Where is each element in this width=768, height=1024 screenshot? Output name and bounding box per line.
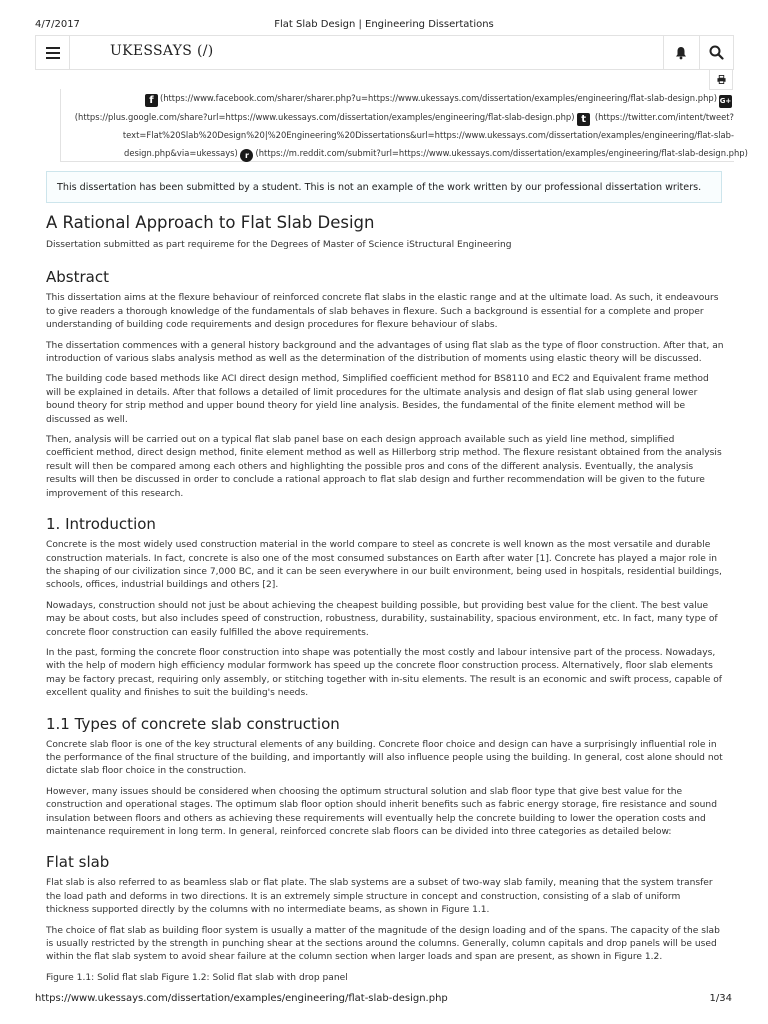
search-icon	[709, 45, 724, 60]
article-subtitle: Dissertation submitted as part requireme for the Degrees of Master of Science iStructural Engineering	[46, 240, 512, 250]
print-icon	[717, 75, 726, 84]
reddit-icon[interactable]: r	[240, 149, 253, 162]
abstract-paragraph: The dissertation commences with a general history background and the advantages of using flat slab as the type of floor construction. After that, an introduction of various slabs analysis method as well as the determination of the distribution of moments using elastic theory will be discussed.	[46, 340, 724, 365]
twitter-share-link-part-2[interactable]: text=Flat%20Slab%20Design%20|%20Engineering%20Dissertations&url=https://www.ukessays.com/dissertation/examples/engineering/flat-slab-	[122, 130, 734, 140]
slab-types-paragraph: However, many issues should be considered when choosing the optimum structural solution and slab floor type that give best value for the construction and operational stages. The optimum slab floor option should inherit benefits such as fabric energy storage, fire resistance and sound insulation between floors and others as achieving these requirements will eventually help the concrete building to lower the operation costs and maintenance requirement in long term. In general, reinforced concrete slab floors can be divided into three categories as detailed below:	[46, 786, 717, 837]
facebook-icon[interactable]: f	[145, 94, 158, 107]
bell-icon	[674, 46, 688, 60]
top-navbar	[35, 35, 734, 70]
twitter-share-link-part-1[interactable]: (https://twitter.com/intent/tweet?	[594, 112, 734, 122]
print-title: Flat Slab Design | Engineering Dissertations	[274, 19, 494, 30]
abstract-paragraph: This dissertation aims at the flexure behaviour of reinforced concrete flat slabs in the elastic range and at the ultimate load. As such, it endeavours to give readers a thorough knowledge of the fundamentals of slab behaves in flexure. Such a background is essential for a complete and proper understanding of building code requirements and design procedures for flexure behaviour of slabs.	[46, 293, 719, 331]
twitter-share-link-part-3[interactable]: design.php&via=ukessays)	[124, 148, 238, 158]
slab-types-paragraph: Concrete slab floor is one of the key structural elements of any building. Concrete floor choice and design can have a surprisingly influential role in the performance of the final structure of the building, and importantly will also influence people using the building. In general, cost alone should not dictate slab floor choice in the construction.	[46, 739, 723, 777]
flat-slab-heading: Flat slab	[46, 853, 110, 872]
introduction-paragraph: Nowadays, construction should not just be about achieving the cheapest building possible, but providing best value for the client. The best value may be about costs, but also includes speed of construction, robustness, durability, sustainability, spacious environment, etc. In fact, many type of concrete floor construction can easily fulfilled the above requirements.	[46, 600, 718, 638]
print-url: https://www.ukessays.com/dissertation/examples/engineering/flat-slab-design.php	[35, 993, 448, 1004]
student-notice: This dissertation has been submitted by a student. This is not an example of the work written by our professional dissertation writers.	[46, 171, 722, 203]
hamburger-icon	[46, 47, 60, 59]
facebook-share-link[interactable]: (https://www.facebook.com/sharer/sharer.php?u=https://www.ukessays.com/dissertation/examples/engineering/flat-slab-design.php)	[159, 93, 717, 103]
figure-caption: Figure 1.1: Solid flat slab Figure 1.2: Solid flat slab with drop panel	[46, 972, 348, 983]
search-button[interactable]	[699, 36, 733, 69]
flat-slab-paragraph: The choice of flat slab as building floor system is usually a matter of the magnitude of the design loading and of the spans. The capacity of the slab is usually restricted by the strength in punching shear at the sections around the columns. Generally, column capitals and drop panels will be used within the flat slab system to avoid shear failure at the column section when larger loads and span are present, as shown in Figure 1.2.	[46, 925, 720, 963]
google-plus-icon[interactable]: G+	[719, 95, 732, 108]
introduction-heading: 1. Introduction	[46, 515, 156, 534]
flat-slab-paragraph: Flat slab is also referred to as beamless slab or flat plate. The slab systems are a subset of two-way slab family, meaning that the system transfer the load path and deforms in two directions. It is an extremely simple structure in concept and construction, consisting of a slab of uniform thickness supported directly by the columns with no intermediate beams, as shown in Figure 1.1.	[46, 878, 713, 916]
menu-button[interactable]	[36, 36, 70, 69]
reddit-share-link[interactable]: (https://m.reddit.com/submit?url=https://www.ukessays.com/dissertation/examples/engineering/flat-slab-design.php)	[255, 148, 748, 158]
introduction-paragraph: Concrete is the most widely used construction material in the world compare to steel as concrete is well known as the most versatile and durable construction materials. In fact, concrete is also one of the most consumed substances on Earth after water [1]. Concrete has played a major role in the shaping of our civilization since 7,000 BC, and it can be seen everywhere in our built environment, being used in hospitals, residential buildings, schools, offices, industrial buildings and others [2].	[46, 540, 722, 591]
print-header	[0, 0, 768, 28]
share-links	[60, 89, 748, 162]
abstract-heading: Abstract	[46, 268, 109, 287]
print-button[interactable]	[709, 69, 733, 90]
article-content	[46, 212, 724, 985]
notifications-button[interactable]	[663, 36, 697, 69]
page-number: 1/34	[709, 993, 732, 1004]
print-date: 4/7/2017	[35, 19, 80, 30]
abstract-paragraph: The building code based methods like ACI direct design method, Simplified coefficient method for BS8110 and EC2 and Equivalent frame method will be explained in details. After that follows a detailed of limit procedures for the ultimate analysis and design of flat slab using general lower bound theory for strip method and upper bound theory for yield line analysis. Besides, the fundamental of the finite element method will be discussed as well.	[46, 374, 709, 425]
slab-types-heading: 1.1 Types of concrete slab construction	[46, 714, 340, 733]
introduction-paragraph: In the past, forming the concrete floor construction into shape was potentially the most costly and labour intensive part of the process. Nowadays, with the help of modern high efficiency modular formwork has speed up the concrete floor construction process. Alternatively, floor slab elements may be factory precast, requiring only assembly, or stitching together with in-situ elements. The result is an economic and swift process, capable of excellent quality and finishes to suit the building's needs.	[46, 647, 722, 699]
abstract-paragraph: Then, analysis will be carried out on a typical flat slab panel base on each design approach available such as yield line method, simplified coefficient method, direct design method, finite element method as well as Hillerborg strip method. The flexure resistant obtained from the analysis result will then be compared among each others and highlighting the possible pros and cons of the different analysis. Eventually, the analysis results will then be discussed in order to conclude a rational approach to flat slab design and further recommendation will be given to the future improvement of this research.	[46, 435, 722, 499]
google-plus-share-link[interactable]: (https://plus.google.com/share?url=https://www.ukessays.com/dissertation/examples/engineering/flat-slab-design.php)	[74, 112, 575, 122]
article-title: A Rational Approach to Flat Slab Design	[46, 213, 375, 232]
brand-logo-link[interactable]: UKESSAYS (/)	[110, 43, 214, 59]
twitter-icon[interactable]: t	[577, 113, 590, 126]
